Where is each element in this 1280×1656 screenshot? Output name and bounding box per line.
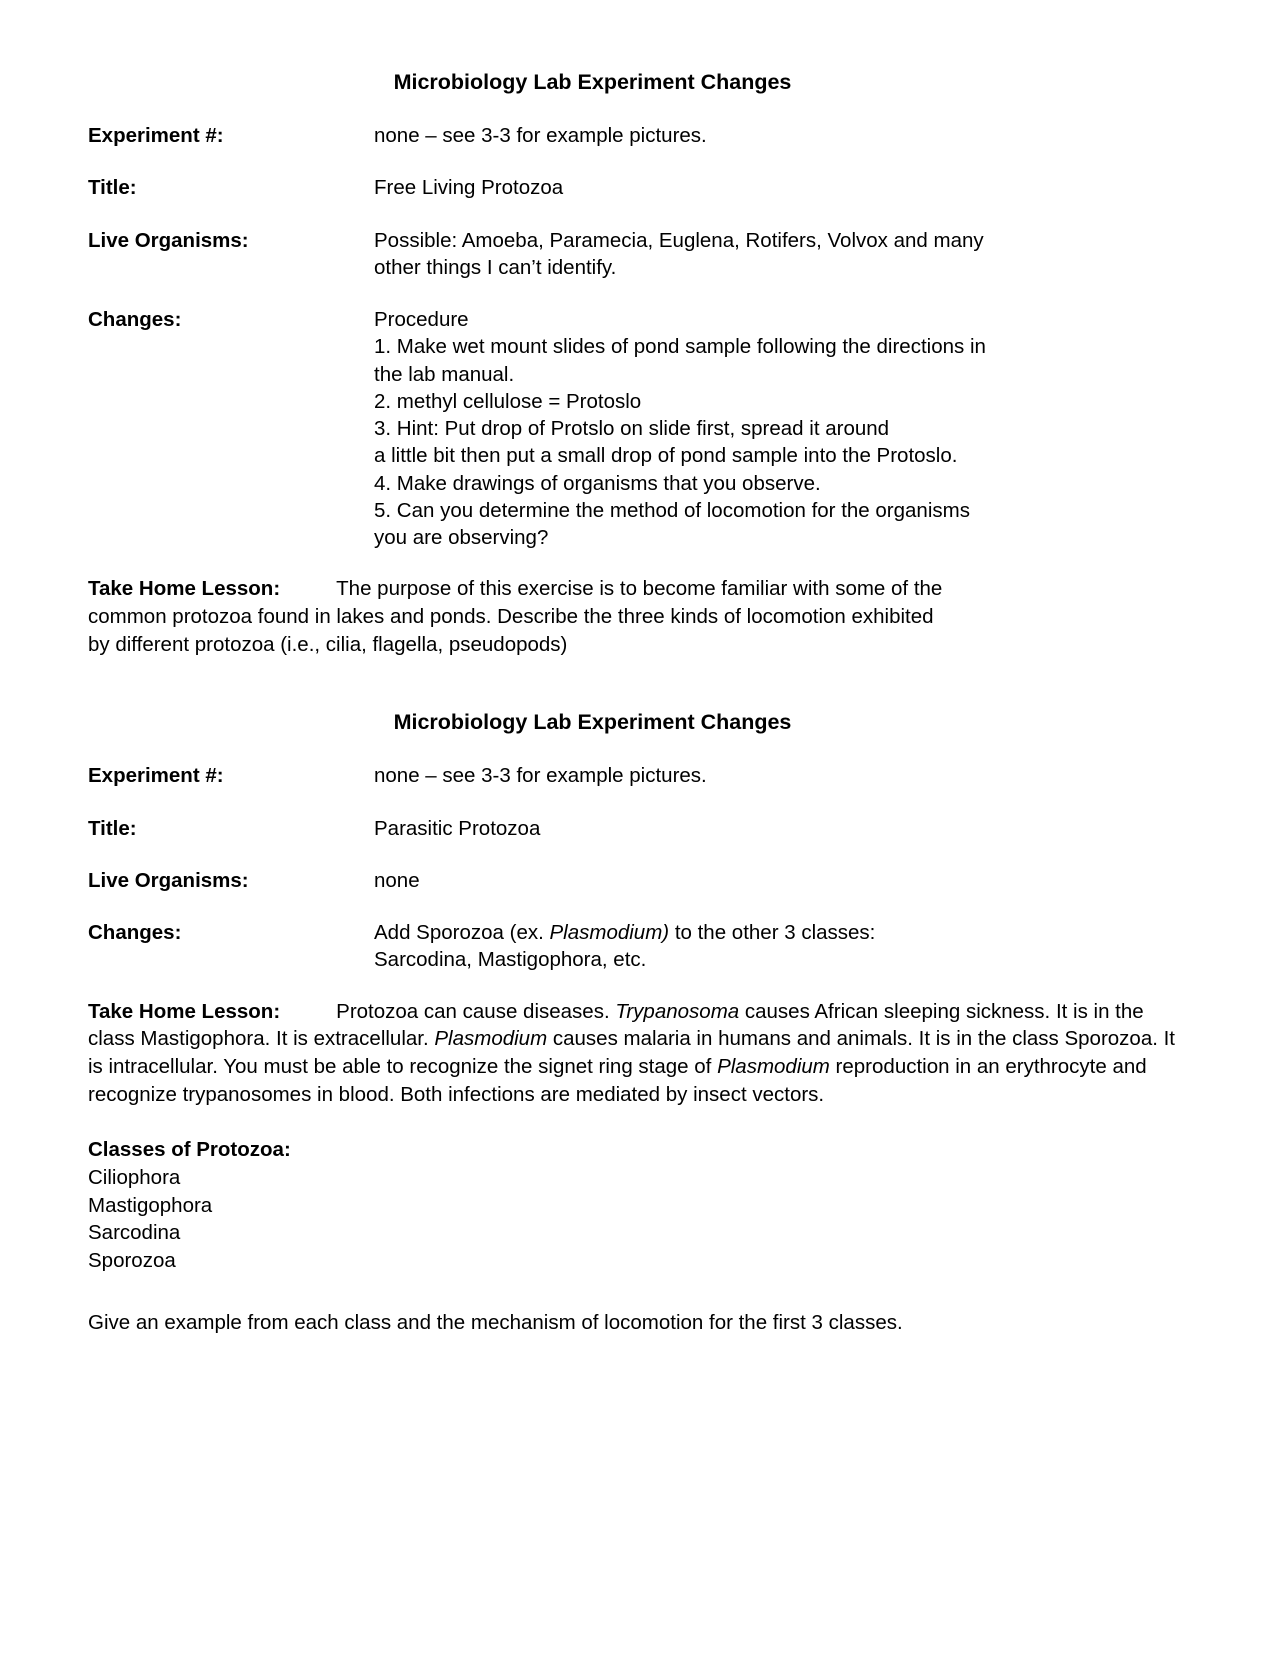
page-title-1: Microbiology Lab Experiment Changes [393,70,792,94]
changes-line: 5. Can you determine the method of locomotion for the organisms [374,498,970,522]
list-item: Sporozoa [88,1248,176,1272]
changes-text-a: Add Sporozoa (ex. [374,921,550,945]
field-value [374,306,1092,551]
take-home-text-b: causes African sleeping sickness. It is in the class Mastigophora. It is extracellular. [88,999,1144,1051]
take-home-text-d: reproduction in an erythrocyte and recognize trypanosomes in blood. Both infections are mediated by insect vectors. [88,1054,1147,1106]
field-label: Live Organisms: [88,228,249,252]
take-home-line: common protozoa found in lakes and ponds. Describe the three kinds of locomotion exhibited [88,604,934,628]
field-value: Parasitic Protozoa [374,816,541,840]
field-label: Live Organisms: [88,868,249,892]
changes-text-italic: Plasmodium) [549,921,670,945]
changes-line: a little bit then put a small drop of pond sample into the Protoslo. [374,444,958,468]
take-home-italic-plasmodium-2: Plasmodium [717,1054,830,1078]
section-divider-space [88,658,1192,692]
field-experiment-number-1 [88,122,1192,149]
changes-line: Sarcodina, Mastigophora, etc. [374,948,647,972]
changes-line: Procedure [374,308,469,332]
changes-line: 1. Make wet mount slides of pond sample following the directions in [374,335,986,359]
changes-line: you are observing? [374,526,549,550]
classes-of-protozoa-heading: Classes of Protozoa: [88,1138,291,1162]
changes-line: 3. Hint: Put drop of Protslo on slide first, spread it around [374,417,890,441]
field-title-2 [88,815,1192,842]
field-value [374,919,1092,974]
changes-line: the lab manual. [374,362,515,386]
field-value: Free Living Protozoa [374,176,564,200]
list-item: Sarcodina [88,1221,181,1245]
field-changes-1 [88,306,1192,551]
field-value: none [374,868,420,892]
field-experiment-number-2 [88,762,1192,789]
section-free-living-protozoa [88,68,1192,658]
list-item: Ciliophora [88,1165,181,1189]
field-changes-2 [88,919,1192,974]
field-label: Title: [88,816,137,840]
field-label: Experiment #: [88,764,224,788]
field-value-line: other things I can’t identify. [374,255,617,279]
take-home-lesson-1 [88,575,1192,658]
take-home-lesson-2 [88,998,1192,1109]
field-live-organisms-2 [88,867,1192,894]
changes-line: 4. Make drawings of organisms that you observe. [374,471,821,495]
take-home-line: The purpose of this exercise is to become familiar with some of the [336,577,943,601]
take-home-italic-trypanosoma: Trypanosoma [615,999,740,1023]
page-title-2: Microbiology Lab Experiment Changes [393,710,792,735]
field-label: Changes: [88,308,182,332]
field-value-line: Possible: Amoeba, Paramecia, Euglena, Rotifers, Volvox and many [374,228,984,252]
changes-line [374,919,1092,946]
take-home-line: by different protozoa (i.e., cilia, flagella, pseudopods) [88,632,568,656]
field-label: Experiment #: [88,124,224,148]
field-value [374,227,1092,282]
take-home-label: Take Home Lesson: [88,577,281,601]
closing-instruction: Give an example from each class and the mechanism of locomotion for the first 3 classes. [88,1310,903,1334]
field-live-organisms-1 [88,227,1192,282]
classes-of-protozoa-list [88,1164,1192,1275]
field-title-1 [88,174,1192,201]
take-home-text-c: causes malaria in humans and animals. It is in the class Sporozoa. It is intracellular. You must be able to recognize the signet ring stage of [88,1027,1176,1078]
list-item: Mastigophora [88,1193,213,1217]
field-label: Title: [88,176,137,200]
changes-line: 2. methyl cellulose = Protoslo [374,389,642,413]
take-home-text-a: Protozoa can cause diseases. [336,999,616,1023]
section-parasitic-protozoa [88,708,1192,1336]
take-home-italic-plasmodium-1: Plasmodium [434,1027,548,1051]
changes-text-b: to the other 3 classes: [669,921,876,945]
field-value: none – see 3-3 for example pictures. [374,124,707,148]
take-home-label: Take Home Lesson: [88,999,281,1023]
field-value: none – see 3-3 for example pictures. [374,764,707,788]
field-label: Changes: [88,921,182,945]
